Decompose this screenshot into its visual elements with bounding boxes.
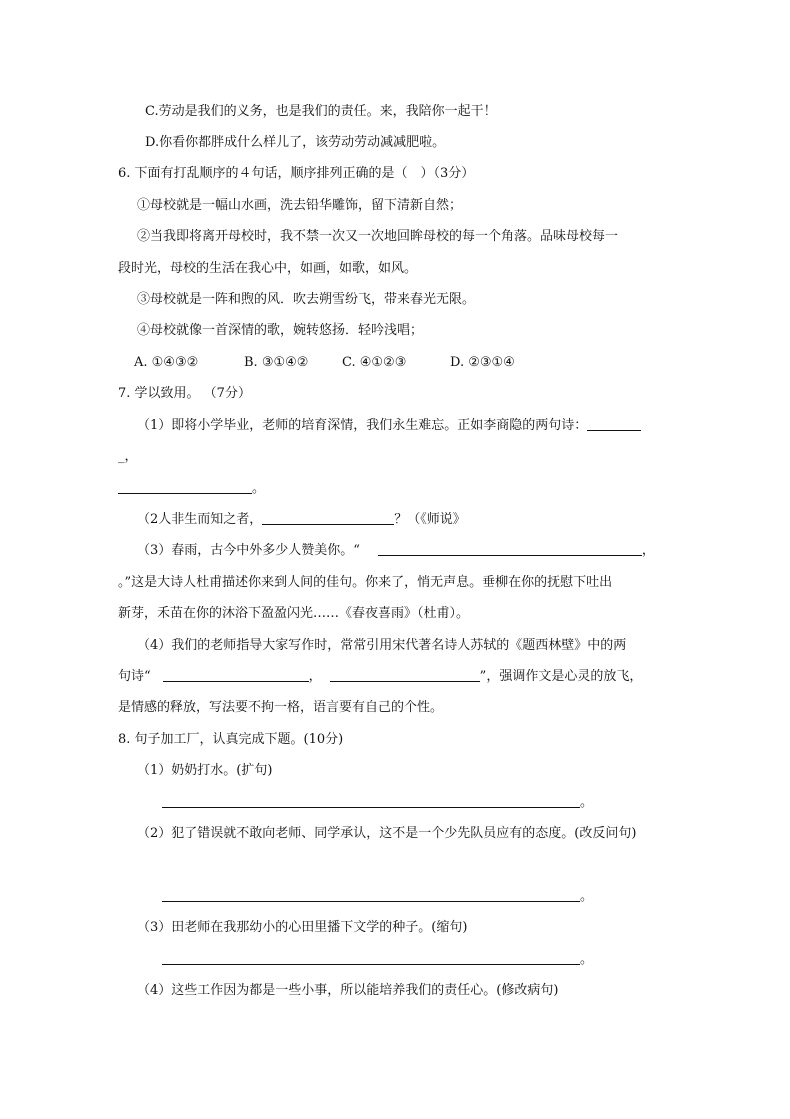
q7-part-2 (137, 511, 466, 529)
q6-stem: 6. 下面有打乱顺序的４句话，顺序排列正确的是（ ）（3分） (118, 166, 475, 181)
q7-part-2-text: （2人非生而知之者， (137, 512, 263, 527)
q8-answer-3-end: 。 (580, 952, 594, 967)
q8-item-2: （2）犯了错误就不敢向老师、同学承认，这不是一个少先队员应有的态度。(改反问句) (137, 826, 637, 841)
q6-sentence-2-cont: 段时光，母校的生活在我心中，如画，如歌，如风。 (118, 261, 418, 276)
q6-sentence-4: ④母校就像一首深情的歌，婉转悠扬．轻吟浅唱； (137, 323, 424, 338)
q8-answer-2-end: 。 (580, 889, 594, 904)
q7-part-3-line3: 新芽，禾苗在你的沐浴下盈盈闪光……《春夜喜雨》（杜甫）。 (118, 606, 470, 621)
q7-blank-4[interactable] (378, 542, 642, 556)
q7-part-4-line3: 是情感的释放，写法要不拘一格，语言要有自己的个性。 (118, 700, 444, 715)
q7-part-3 (137, 542, 655, 560)
q7-part-3-text: （3）春雨，古今中外多少人赞美你。“ (137, 543, 360, 558)
q7-part-2-end: ？（《师说》 (394, 512, 466, 527)
q8-answer-line-1[interactable] (162, 794, 580, 808)
q5-option-c: C.劳动是我们的义务，也是我们的责任。来，我陪你一起干！ (145, 104, 497, 119)
q8-item-4: （4）这些工作因为都是一些小事，所以能培养我们的责任心。(修改病句) (137, 983, 559, 998)
q7-part-1-line2 (118, 480, 265, 498)
q8-stem: 8. 句子加工厂，认真完成下题。(10分) (118, 732, 344, 747)
q7-part-1-cont: _， (118, 449, 138, 464)
q7-blank-3[interactable] (262, 511, 394, 525)
q7-part-4-tail: ”，强调作文是心灵的放飞， (479, 669, 643, 684)
q8-answer-line-3[interactable] (162, 951, 580, 965)
q5-option-d: D.你看你都胖成什么样儿了，该劳动劳动减减肥啦。 (145, 135, 446, 150)
q6-sentence-2: ②当我即将离开母校时，我不禁一次又一次地回眸母校的每一个角落。品味母校每一 (137, 229, 619, 244)
q7-blank-1[interactable] (587, 417, 641, 431)
q6-option-a: A. ①④③② (134, 355, 199, 370)
q8-answer-2 (162, 888, 593, 906)
q7-blank-6[interactable] (330, 668, 480, 682)
q8-item-1: （1）奶奶打水。(扩句) (137, 763, 273, 778)
q7-part-3-comma: ， (641, 543, 655, 558)
q6-option-b: B. ③①④② (244, 355, 309, 370)
q6-sentence-3: ③母校就是一阵和煦的风．吹去朔雪纷飞，带来春光无限。 (137, 292, 476, 307)
q7-part-3-line2: 。”这是大诗人杜甫描述你来到人间的佳句。你来了，悄无声息。垂柳在你的抚慰下吐出 (118, 575, 613, 590)
q7-part-4-quote: 句诗“ (118, 669, 151, 684)
q8-item-3: （3）田老师在我那幼小的心田里播下文学的种子。(缩句) (137, 920, 468, 935)
q7-part-4-line2 (118, 668, 642, 686)
q7-blank-5[interactable] (163, 668, 309, 682)
q7-part-1 (137, 417, 641, 435)
q6-option-c: C. ④①②③ (342, 355, 407, 370)
q7-part-4: （4）我们的老师指导大家写作时，常常引用宋代著名诗人苏轼的《题西林壁》中的两 (137, 638, 627, 653)
q6-options (134, 354, 515, 372)
q7-blank-2[interactable] (118, 480, 252, 494)
q7-part-1-end: 。 (252, 481, 266, 496)
q6-option-d: D. ②③①④ (450, 355, 515, 370)
q8-answer-1-end: 。 (580, 795, 594, 810)
q8-answer-3 (162, 951, 593, 969)
q7-part-4-comma: ， (308, 669, 322, 684)
q7-stem: 7. 学以致用。 （7分） (118, 386, 251, 401)
q7-part-1-text: （1）即将小学毕业，老师的培育深情，我们永生难忘。正如李商隐的两句诗： (137, 418, 588, 433)
q8-answer-line-2[interactable] (162, 888, 580, 902)
q6-sentence-1: ①母校就是一幅山水画，洗去铅华雕饰，留下清新自然； (137, 198, 463, 213)
q8-answer-1 (162, 794, 593, 812)
